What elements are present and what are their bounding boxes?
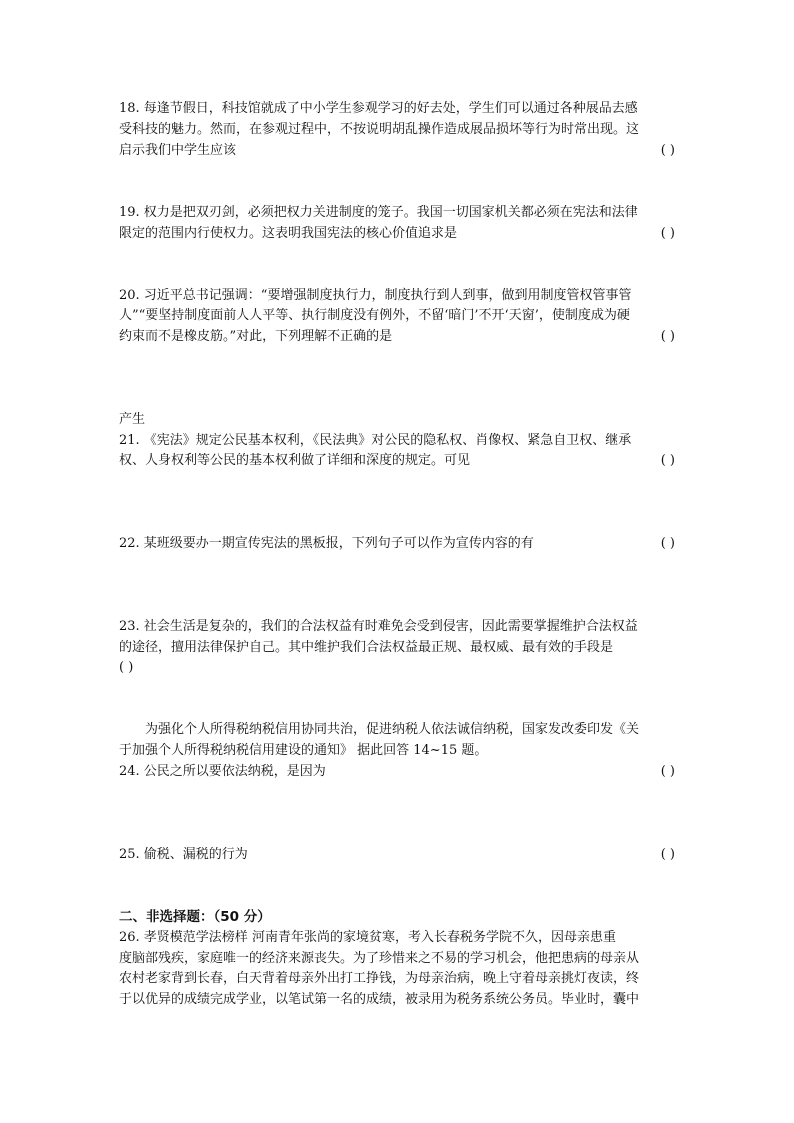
passage-line-1 (119, 720, 675, 740)
q20-line-1: 20. 习近平总书记强调：“要增强制度执行力，制度执行到人到事，做到用制度管权管事管 (119, 288, 632, 303)
q20-line-3 (119, 327, 675, 347)
q24-line-1 (119, 762, 675, 782)
q26-line-1: 26. 孝贤模范学法榜样 河南青年张尚的家境贫寒，考入长春税务学院不久，因母亲患重 (119, 930, 616, 945)
section-2-heading: 二、非选择题：（50 分） (119, 909, 271, 925)
q19-answer-bracket: ( ) (660, 226, 675, 241)
q19-stem-end: 限定的范围内行使权力。这表明我国宪法的核心价值追求是 (119, 226, 458, 241)
q26-line-4: 于以优异的成绩完成学业，以笔试第一名的成绩，被录用为税务系统公务员。毕业时，囊中 (119, 992, 640, 1007)
q19-line-1: 19. 权力是把双刃剑，必须把权力关进制度的笼子。我国一切国家机关都必须在宪法和法律 (119, 205, 638, 220)
q20-option-d-wrap: 产生 (119, 412, 146, 427)
q21-answer-bracket: ( ) (660, 453, 675, 468)
q21-line-2 (119, 451, 675, 471)
q23-line-1: 23. 社会生活是复杂的，我们的合法权益有时难免会受到侵害，因此需要掌握维护合法权益 (119, 619, 638, 634)
q22-line-1 (119, 534, 675, 554)
q26-line-2: 度脑部残疾，家庭唯一的经济来源丧失。为了珍惜来之不易的学习机会，他把患病的母亲从 (119, 951, 640, 966)
q25-stem: 25. 偷税、漏税的行为 (119, 847, 248, 862)
q24-stem: 24. 公民之所以要依法纳税，是因为 (119, 764, 326, 779)
q21-stem-end: 权、人身权利等公民的基本权利做了详细和深度的规定。可见 (119, 453, 471, 468)
q20-line-2: 人”“要坚持制度面前人人平等、执行制度没有例外，不留‘暗门’不开‘天窗’，使制度成为硬 (119, 308, 630, 323)
q26-line-3: 农村老家背到长春，白天背着母亲外出打工挣钱，为母亲治病，晚上守着母亲挑灯夜读，终 (119, 971, 640, 986)
q24-answer-bracket: ( ) (660, 764, 675, 779)
q18-line-2: 受科技的魅力。然而，在参观过程中，不按说明胡乱操作造成展品损坏等行为时常出现。这 (119, 122, 640, 137)
q23-line-2: 的途径，擅用法律保护自己。其中维护我们合法权益最正规、最权威、最有效的手段是 (119, 640, 614, 655)
q18-answer-bracket: ( ) (660, 143, 675, 158)
q18-line-1: 18. 每逢节假日，科技馆就成了中小学生参观学习的好去处，学生们可以通过各种展品去感 (119, 101, 638, 116)
q23-answer-bracket: ( ) (119, 660, 134, 675)
passage-line-2: 于加强个人所得税纳税信用建设的通知》 据此回答 14~15 题。 (119, 743, 488, 758)
q20-answer-bracket: ( ) (660, 329, 675, 344)
q21-line-1: 21. 《宪法》规定公民基本权利，《民法典》对公民的隐私权、肖像权、紧急自卫权、继承 (119, 433, 632, 448)
q20-stem-end: 约束而不是橡皮筋。”对此，下列理解不正确的是 (119, 329, 393, 344)
passage-text-1: 为强化个人所得税纳税信用协同共治，促进纳税人依法诚信纳税，国家发改委印发《关 (145, 722, 640, 737)
q18-line-3 (119, 141, 675, 161)
q22-answer-bracket: ( ) (660, 536, 675, 551)
q22-stem: 22. 某班级要办一期宣传宪法的黑板报，下列句子可以作为宣传内容的有 (119, 536, 534, 551)
q18-stem-end: 启示我们中学生应该 (119, 143, 237, 158)
q19-line-2 (119, 224, 675, 244)
q25-line-1 (119, 845, 675, 865)
q25-answer-bracket: ( ) (660, 847, 675, 862)
